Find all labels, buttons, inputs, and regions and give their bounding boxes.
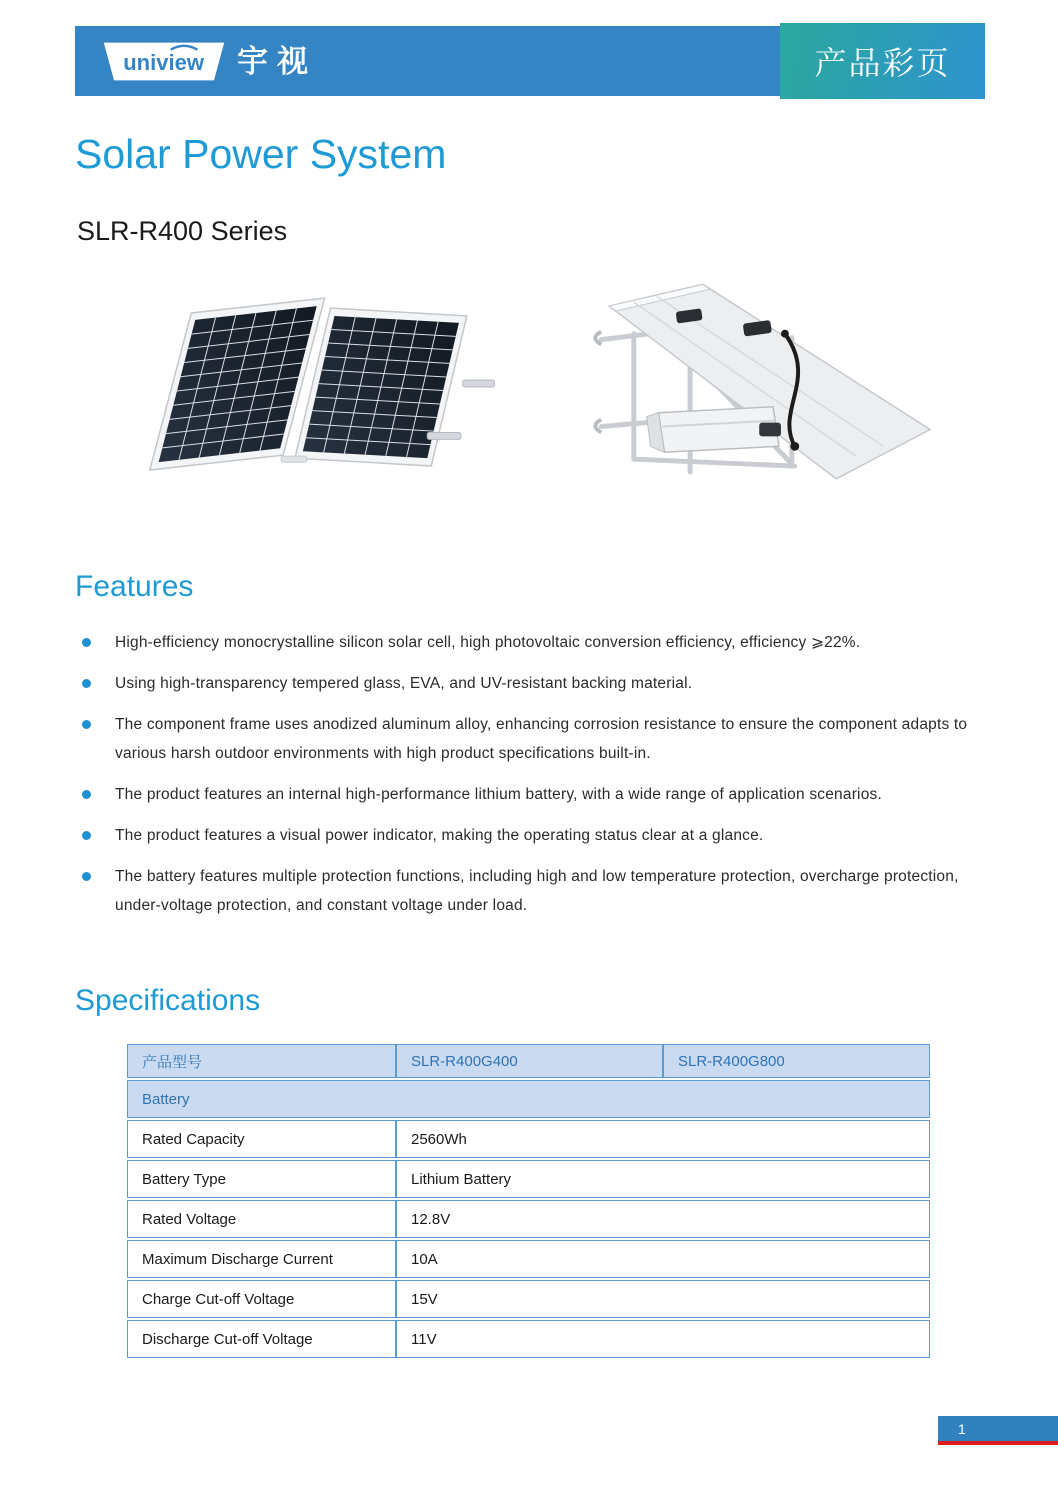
- list-item: [75, 780, 985, 809]
- product-brochure-badge: [780, 23, 985, 99]
- badge-label: 产品彩页: [814, 45, 951, 81]
- specifications-heading: Specifications: [75, 984, 261, 1017]
- uniview-logo: [103, 41, 317, 82]
- bullet-icon: [82, 831, 91, 840]
- header-bar: [75, 26, 985, 96]
- spec-label: Charge Cut-off Voltage: [127, 1280, 396, 1318]
- spec-label: Maximum Discharge Current: [127, 1240, 396, 1278]
- specifications-section: [75, 984, 985, 1360]
- feature-text: High-efficiency monocrystalline silicon solar cell, high photovoltaic conversion efficiency, efficiency ⩾22%.: [115, 634, 861, 651]
- bullet-icon: [82, 720, 91, 729]
- feature-text: Using high-transparency tempered glass, EVA, and UV-resistant backing material.: [115, 675, 693, 692]
- spec-label: Rated Voltage: [127, 1200, 396, 1238]
- list-item: [75, 710, 985, 768]
- uniview-logo-cn: 宇视: [237, 43, 317, 79]
- svg-text:uniview: uniview: [123, 49, 204, 75]
- bullet-icon: [82, 679, 91, 688]
- header-cell-model-g400: SLR-R400G400: [396, 1044, 663, 1078]
- bullet-icon: [82, 638, 91, 647]
- header-cell-model-g800: SLR-R400G800: [663, 1044, 930, 1078]
- features-heading: Features: [75, 570, 194, 603]
- feature-text: The component frame uses anodized aluminum alloy, enhancing corrosion resistance to ensure the component adapts to various harsh outdoor environments with high product specifications built-in.: [115, 716, 968, 762]
- spec-value: 2560Wh: [396, 1120, 930, 1158]
- table-row: [127, 1240, 930, 1278]
- spec-label: Rated Capacity: [127, 1120, 396, 1158]
- table-row: [127, 1160, 930, 1198]
- list-item: [75, 669, 985, 698]
- page-number-rule: [938, 1441, 1058, 1445]
- page-number: 1: [958, 1420, 966, 1437]
- spec-value: 15V: [396, 1280, 930, 1318]
- features-section: [75, 570, 985, 932]
- table-section-row: [127, 1080, 930, 1118]
- list-item: [75, 628, 985, 657]
- table-row: [127, 1280, 930, 1318]
- spec-value: 12.8V: [396, 1200, 930, 1238]
- series-subtitle: SLR-R400 Series: [77, 216, 288, 246]
- spec-label: Battery Type: [127, 1160, 396, 1198]
- product-images: [135, 275, 935, 505]
- spec-value: Lithium Battery: [396, 1160, 930, 1198]
- feature-text: The product features a visual power indicator, making the operating status clear at a glance.: [115, 827, 764, 844]
- feature-list: [75, 628, 985, 920]
- feature-text: The product features an internal high-performance lithium battery, with a wide range of application scenarios.: [115, 786, 882, 803]
- product-image-rear: [540, 275, 935, 505]
- spec-value: 10A: [396, 1240, 930, 1278]
- uniview-logo-icon: [103, 41, 225, 82]
- table-header-row: [127, 1044, 930, 1078]
- bullet-icon: [82, 872, 91, 881]
- section-cell-battery: Battery: [127, 1080, 930, 1118]
- page-number-badge: [938, 1416, 1058, 1441]
- list-item: [75, 821, 985, 850]
- table-row: [127, 1120, 930, 1158]
- table-row: [127, 1320, 930, 1358]
- bullet-icon: [82, 790, 91, 799]
- spec-label: Discharge Cut-off Voltage: [127, 1320, 396, 1358]
- table-row: [127, 1200, 930, 1238]
- header-cell-model-label: 产品型号: [127, 1044, 396, 1078]
- feature-text: The battery features multiple protection functions, including high and low temperature protection, overcharge protection, under-voltage protection, and constant voltage under load.: [115, 868, 959, 914]
- spec-value: 11V: [396, 1320, 930, 1358]
- product-image-front: [135, 275, 530, 505]
- list-item: [75, 862, 985, 920]
- specifications-table: [127, 1044, 930, 1358]
- page-title: Solar Power System: [75, 131, 447, 177]
